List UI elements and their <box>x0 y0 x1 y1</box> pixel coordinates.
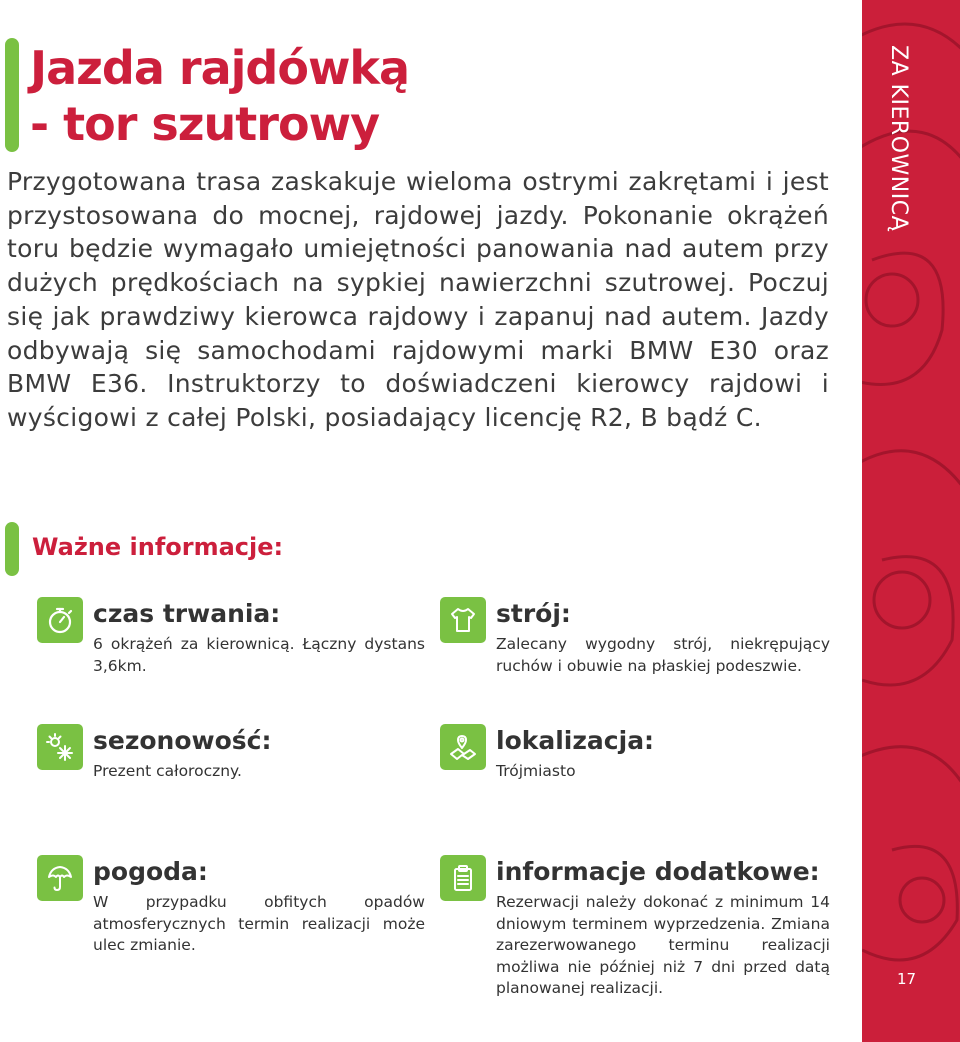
stopwatch-icon <box>37 597 83 643</box>
umbrella-icon <box>37 855 83 901</box>
season-icon <box>37 724 83 770</box>
side-section-label: ZA KIEROWNICĄ <box>886 45 911 232</box>
page-title <box>30 40 409 152</box>
info-text-location: Trójmiasto <box>496 762 576 780</box>
info-section-title: Ważne informacje: <box>32 533 284 561</box>
info-text-additional: Rezerwacji należy dokonać z minimum 14 dniowym terminem wyprzedzenia. Zmiana zarezerwowanego terminu realizacji możliwa nie później niż 7 dni przed datą planowanej realizacji. <box>496 893 830 997</box>
page-title-line1: Jazda rajdówką <box>30 41 410 95</box>
side-decorative-band <box>862 0 960 1042</box>
section-accent-bar <box>5 522 19 576</box>
info-heading-additional: informacje dodatkowe: <box>496 857 820 886</box>
info-heading-location: lokalizacja: <box>496 726 655 755</box>
info-heading-outfit: strój: <box>496 599 571 628</box>
info-heading-weather: pogoda: <box>93 857 208 886</box>
intro-paragraph: Przygotowana trasa zaskakuje wieloma ostrymi zakrętami i jest przystosowana do mocnej, rajdowej jazdy. Pokonanie okrążeń toru będzie wymagało umiejętności panowania nad autem przy dużych prędkościach na sypkiej nawierzchni szutrowej. Poczuj się jak prawdziwy kierowca rajdowy i zapanuj nad autem. Jazdy odbywają się samochodami rajdowymi marki BMW E30 oraz BMW E36. Instruktorzy to doświadczeni kierowcy rajdowi i wyścigowi z całej Polski, posiadający licencję R2, B bądź C. <box>7 167 829 432</box>
page-title-line2: - tor szutrowy <box>30 97 380 151</box>
info-heading-season: sezonowość: <box>93 726 272 755</box>
shirt-icon <box>440 597 486 643</box>
info-text-weather: W przypadku obfitych opadów atmosferycznych termin realizacji może ulec zmianie. <box>93 893 425 954</box>
decorative-swirl-pattern <box>862 0 960 1042</box>
title-accent-bar <box>5 38 19 152</box>
info-text-season: Prezent całoroczny. <box>93 762 242 780</box>
page-number: 17 <box>897 970 917 988</box>
map-location-icon <box>440 724 486 770</box>
info-text-outfit: Zalecany wygodny strój, niekrępujący ruchów i obuwie na płaskiej podeszwie. <box>496 635 830 675</box>
info-text-duration: 6 okrążeń za kierownicą. Łączny dystans 3,6km. <box>93 635 425 675</box>
info-heading-duration: czas trwania: <box>93 599 281 628</box>
clipboard-icon <box>440 855 486 901</box>
